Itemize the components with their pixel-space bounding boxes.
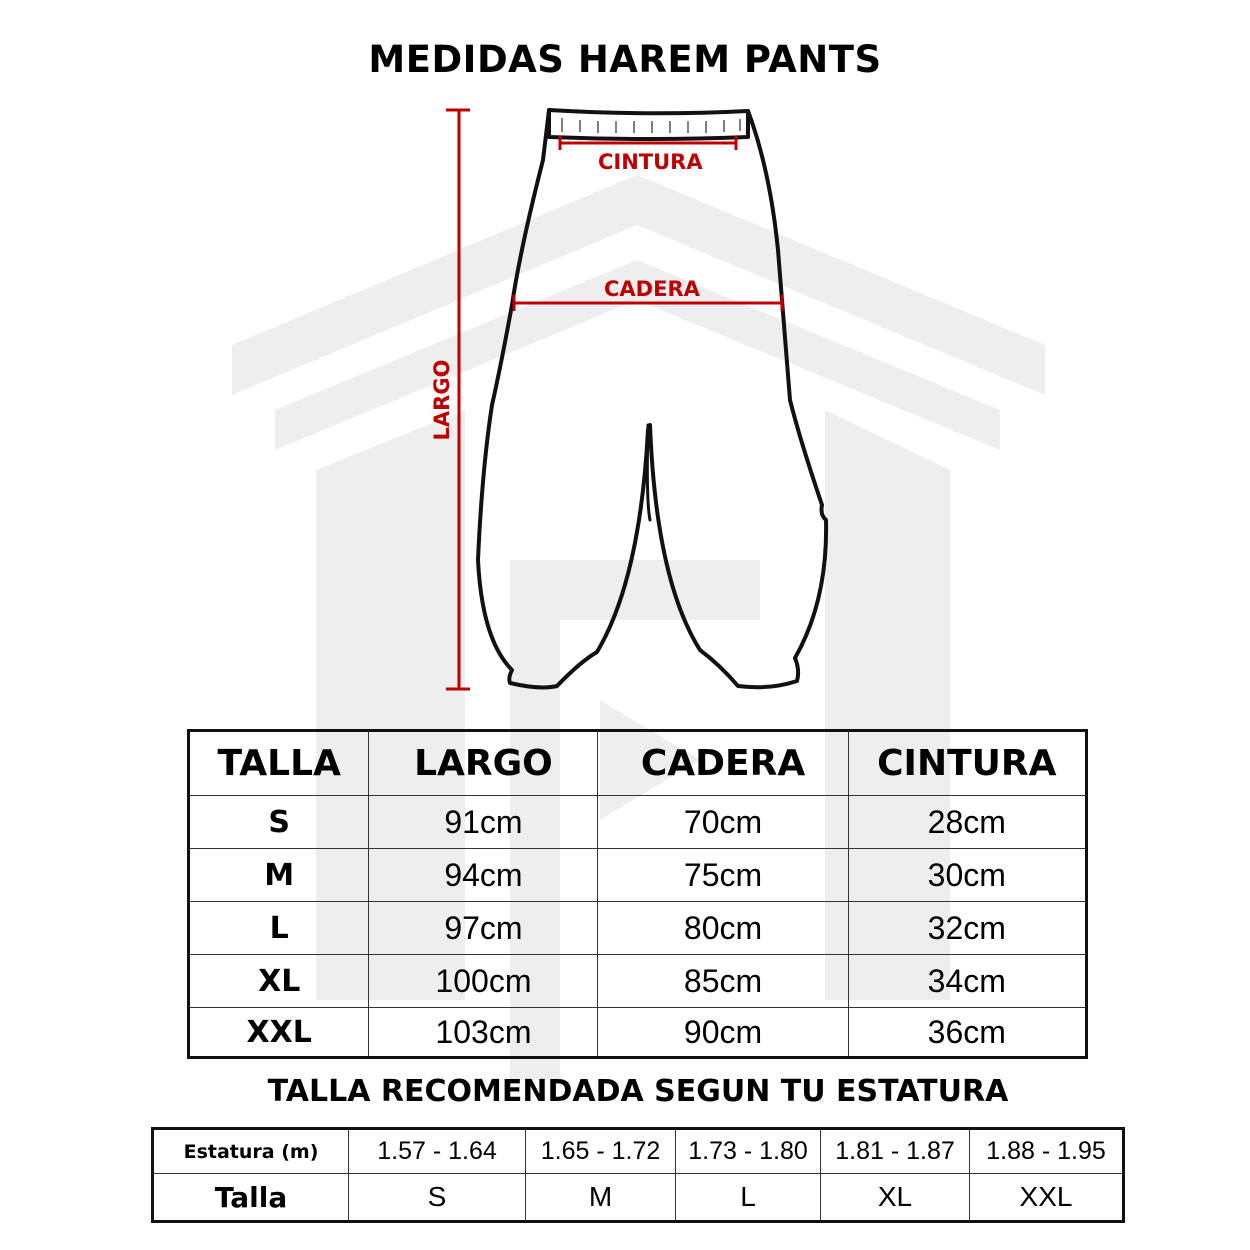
height-cell: 1.81 - 1.87 bbox=[821, 1129, 970, 1174]
largo-cell: 94cm bbox=[369, 849, 598, 902]
cintura-cell: 34cm bbox=[848, 955, 1086, 1008]
size-table bbox=[187, 729, 1088, 1059]
table-row bbox=[189, 902, 1087, 955]
table-row bbox=[189, 955, 1087, 1008]
size-cell: M bbox=[526, 1174, 676, 1222]
largo-cell: 91cm bbox=[369, 796, 598, 849]
cintura-cell: 28cm bbox=[848, 796, 1086, 849]
largo-cell: 100cm bbox=[369, 955, 598, 1008]
size-cell: XL bbox=[189, 955, 369, 1008]
size-row-label: Talla bbox=[153, 1174, 349, 1222]
hip-label: CADERA bbox=[604, 277, 700, 301]
cintura-cell: 30cm bbox=[848, 849, 1086, 902]
cadera-cell: 90cm bbox=[598, 1008, 848, 1058]
size-table-header bbox=[189, 731, 1087, 796]
size-cell: S bbox=[189, 796, 369, 849]
cintura-cell: 36cm bbox=[848, 1008, 1086, 1058]
length-label: LARGO bbox=[430, 359, 454, 441]
size-cell: XXL bbox=[189, 1008, 369, 1058]
header-largo: LARGO bbox=[369, 731, 598, 796]
header-talla: TALLA bbox=[189, 731, 369, 796]
recommendation-title: TALLA RECOMENDADA SEGUN TU ESTATURA bbox=[267, 1074, 1009, 1109]
recommendation-table bbox=[151, 1127, 1125, 1223]
height-row bbox=[153, 1129, 1124, 1174]
waist-label: CINTURA bbox=[598, 150, 703, 174]
height-cell: 1.65 - 1.72 bbox=[526, 1129, 676, 1174]
header-cadera: CADERA bbox=[598, 731, 848, 796]
height-cell: 1.73 - 1.80 bbox=[676, 1129, 821, 1174]
height-cell: 1.57 - 1.64 bbox=[349, 1129, 526, 1174]
size-cell: XL bbox=[821, 1174, 970, 1222]
size-cell: S bbox=[349, 1174, 526, 1222]
size-cell: L bbox=[189, 902, 369, 955]
size-cell: L bbox=[676, 1174, 821, 1222]
header-cintura: CINTURA bbox=[848, 731, 1086, 796]
size-cell: XXL bbox=[970, 1174, 1124, 1222]
cadera-cell: 70cm bbox=[598, 796, 848, 849]
cadera-cell: 75cm bbox=[598, 849, 848, 902]
table-row bbox=[189, 1008, 1087, 1058]
table-row bbox=[189, 849, 1087, 902]
largo-cell: 103cm bbox=[369, 1008, 598, 1058]
cadera-cell: 85cm bbox=[598, 955, 848, 1008]
page-title: MEDIDAS HAREM PANTS bbox=[368, 38, 882, 81]
largo-cell: 97cm bbox=[369, 902, 598, 955]
cadera-cell: 80cm bbox=[598, 902, 848, 955]
size-cell: M bbox=[189, 849, 369, 902]
size-row bbox=[153, 1174, 1124, 1222]
height-row-label: Estatura (m) bbox=[153, 1129, 349, 1174]
table-row bbox=[189, 796, 1087, 849]
height-cell: 1.88 - 1.95 bbox=[970, 1129, 1124, 1174]
cintura-cell: 32cm bbox=[848, 902, 1086, 955]
